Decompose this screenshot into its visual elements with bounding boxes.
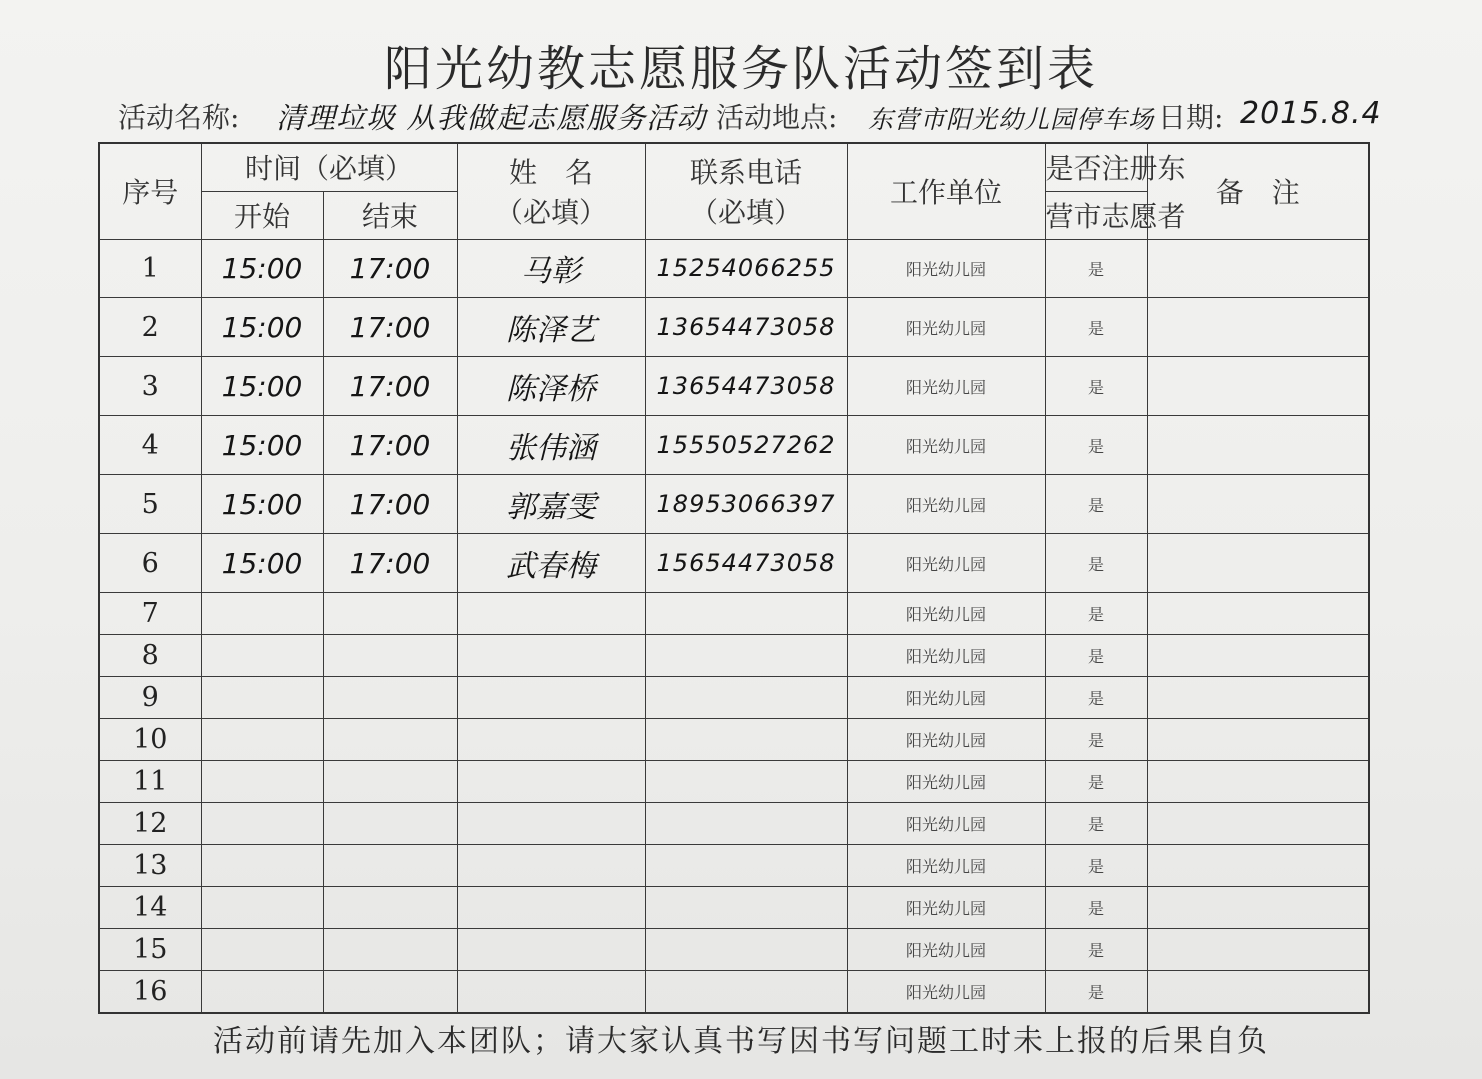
row-name: 马彰: [457, 239, 645, 298]
row-remarks: [1147, 928, 1369, 970]
row-end-time: [323, 635, 457, 677]
row-registered: 是: [1045, 719, 1147, 761]
row-remarks: [1147, 416, 1369, 475]
row-start-time: 15:00: [201, 298, 323, 357]
row-unit: 阳光幼儿园: [847, 357, 1045, 416]
row-end-time: [323, 803, 457, 845]
row-name: 张伟涵: [457, 416, 645, 475]
activity-name-value: 清理垃圾 从我做起志愿服务活动: [276, 101, 707, 135]
row-name: 郭嘉雯: [457, 475, 645, 534]
row-name: [457, 844, 645, 886]
row-remarks: [1147, 970, 1369, 1013]
row-name: [457, 677, 645, 719]
row-registered: 是: [1045, 298, 1147, 357]
date-value: 2015.8.4: [1240, 96, 1382, 131]
table-row: [99, 803, 1369, 845]
row-unit: 阳光幼儿园: [847, 719, 1045, 761]
row-name: [457, 886, 645, 928]
table-row: [99, 298, 1369, 357]
row-index: 13: [99, 844, 201, 886]
row-index: 15: [99, 928, 201, 970]
row-start-time: 15:00: [201, 534, 323, 593]
row-start-time: [201, 803, 323, 845]
row-index: 12: [99, 803, 201, 845]
sign-in-table: [98, 142, 1370, 1014]
header-time: 时间（必填）: [201, 143, 457, 191]
row-end-time: [323, 970, 457, 1013]
row-phone: [645, 928, 847, 970]
header-end: 结束: [323, 191, 457, 239]
row-name: [457, 761, 645, 803]
row-end-time: 17:00: [323, 298, 457, 357]
table-row: [99, 593, 1369, 635]
row-index: 6: [99, 534, 201, 593]
row-registered: 是: [1045, 593, 1147, 635]
row-start-time: [201, 928, 323, 970]
row-remarks: [1147, 677, 1369, 719]
header-start: 开始: [201, 191, 323, 239]
table-row: [99, 844, 1369, 886]
table-row: [99, 761, 1369, 803]
row-remarks: [1147, 635, 1369, 677]
row-phone: 13654473058: [645, 357, 847, 416]
row-start-time: [201, 844, 323, 886]
table-row: [99, 534, 1369, 593]
row-phone: 18953066397: [645, 475, 847, 534]
row-index: 10: [99, 719, 201, 761]
table-row: [99, 928, 1369, 970]
row-registered: 是: [1045, 928, 1147, 970]
footer-note: 活动前请先加入本团队；请大家认真书写因书写问题工时未上报的后果自负: [213, 1024, 1269, 1059]
row-name: [457, 593, 645, 635]
row-name: 武春梅: [457, 534, 645, 593]
row-phone: [645, 593, 847, 635]
page-title: 阳光幼教志愿服务队活动签到表: [383, 41, 1098, 97]
row-start-time: 15:00: [201, 239, 323, 298]
header-index: 序号: [99, 143, 201, 239]
row-unit: 阳光幼儿园: [847, 844, 1045, 886]
table-row: [99, 886, 1369, 928]
row-name: [457, 635, 645, 677]
header-name: [457, 143, 645, 239]
row-name: [457, 803, 645, 845]
row-registered: 是: [1045, 239, 1147, 298]
row-remarks: [1147, 803, 1369, 845]
row-end-time: [323, 719, 457, 761]
header-registered-line1: 是否注册东: [1045, 143, 1147, 191]
header-phone-line2: （必填）: [690, 196, 803, 230]
row-unit: 阳光幼儿园: [847, 298, 1045, 357]
row-unit: 阳光幼儿园: [847, 761, 1045, 803]
row-phone: 15254066255: [645, 239, 847, 298]
row-phone: 13654473058: [645, 298, 847, 357]
row-start-time: [201, 677, 323, 719]
row-unit: 阳光幼儿园: [847, 803, 1045, 845]
row-registered: 是: [1045, 886, 1147, 928]
row-phone: 15654473058: [645, 534, 847, 593]
header-name-line1: 姓 名: [509, 156, 594, 190]
row-name: 陈泽桥: [457, 357, 645, 416]
row-phone: [645, 970, 847, 1013]
row-start-time: 15:00: [201, 357, 323, 416]
row-remarks: [1147, 719, 1369, 761]
row-registered: 是: [1045, 803, 1147, 845]
row-registered: 是: [1045, 475, 1147, 534]
row-end-time: [323, 844, 457, 886]
row-remarks: [1147, 593, 1369, 635]
row-index: 11: [99, 761, 201, 803]
row-unit: 阳光幼儿园: [847, 677, 1045, 719]
row-unit: 阳光幼儿园: [847, 475, 1045, 534]
row-phone: [645, 719, 847, 761]
row-index: 5: [99, 475, 201, 534]
row-end-time: 17:00: [323, 357, 457, 416]
row-name: [457, 970, 645, 1013]
table-row: [99, 357, 1369, 416]
row-remarks: [1147, 298, 1369, 357]
row-remarks: [1147, 239, 1369, 298]
row-start-time: [201, 761, 323, 803]
row-unit: 阳光幼儿园: [847, 886, 1045, 928]
row-index: 1: [99, 239, 201, 298]
row-start-time: [201, 886, 323, 928]
row-unit: 阳光幼儿园: [847, 534, 1045, 593]
row-unit: 阳光幼儿园: [847, 970, 1045, 1013]
row-name: [457, 719, 645, 761]
table-row: [99, 416, 1369, 475]
row-name: [457, 928, 645, 970]
table-row: [99, 475, 1369, 534]
header-remarks: 备 注: [1147, 143, 1369, 239]
row-registered: 是: [1045, 677, 1147, 719]
row-index: 4: [99, 416, 201, 475]
row-unit: 阳光幼儿园: [847, 928, 1045, 970]
row-start-time: [201, 719, 323, 761]
row-index: 9: [99, 677, 201, 719]
row-start-time: [201, 593, 323, 635]
table-row: [99, 677, 1369, 719]
row-phone: [645, 761, 847, 803]
row-phone: [645, 677, 847, 719]
row-remarks: [1147, 761, 1369, 803]
row-end-time: [323, 593, 457, 635]
header-phone: [645, 143, 847, 239]
row-remarks: [1147, 844, 1369, 886]
row-unit: 阳光幼儿园: [847, 239, 1045, 298]
header-registered-line2: 营市志愿者: [1045, 191, 1147, 239]
header-phone-line1: 联系电话: [690, 156, 803, 190]
row-name: 陈泽艺: [457, 298, 645, 357]
row-index: 16: [99, 970, 201, 1013]
activity-place-label: 活动地点:: [716, 101, 838, 134]
row-phone: 15550527262: [645, 416, 847, 475]
row-start-time: [201, 635, 323, 677]
row-index: 2: [99, 298, 201, 357]
row-remarks: [1147, 534, 1369, 593]
row-registered: 是: [1045, 970, 1147, 1013]
table-row: [99, 970, 1369, 1013]
row-registered: 是: [1045, 761, 1147, 803]
activity-name-label: 活动名称:: [118, 101, 240, 134]
row-remarks: [1147, 475, 1369, 534]
row-end-time: [323, 761, 457, 803]
row-end-time: 17:00: [323, 534, 457, 593]
row-registered: 是: [1045, 416, 1147, 475]
row-phone: [645, 844, 847, 886]
header-unit: 工作单位: [847, 143, 1045, 239]
row-remarks: [1147, 357, 1369, 416]
row-unit: 阳光幼儿园: [847, 593, 1045, 635]
row-unit: 阳光幼儿园: [847, 416, 1045, 475]
row-end-time: 17:00: [323, 475, 457, 534]
row-start-time: 15:00: [201, 416, 323, 475]
row-index: 3: [99, 357, 201, 416]
row-phone: [645, 803, 847, 845]
row-end-time: [323, 677, 457, 719]
row-end-time: [323, 928, 457, 970]
activity-place-value: 东营市阳光幼儿园停车场: [868, 105, 1155, 134]
row-index: 7: [99, 593, 201, 635]
row-end-time: [323, 886, 457, 928]
date-label: 日期:: [1158, 101, 1224, 134]
table-row: [99, 635, 1369, 677]
table-row: [99, 239, 1369, 298]
header-name-line2: （必填）: [495, 196, 608, 230]
row-unit: 阳光幼儿园: [847, 635, 1045, 677]
row-start-time: [201, 970, 323, 1013]
table-row: [99, 719, 1369, 761]
row-registered: 是: [1045, 844, 1147, 886]
row-registered: 是: [1045, 635, 1147, 677]
row-index: 14: [99, 886, 201, 928]
row-registered: 是: [1045, 534, 1147, 593]
row-phone: [645, 886, 847, 928]
row-phone: [645, 635, 847, 677]
row-index: 8: [99, 635, 201, 677]
row-start-time: 15:00: [201, 475, 323, 534]
row-remarks: [1147, 886, 1369, 928]
row-end-time: 17:00: [323, 416, 457, 475]
row-registered: 是: [1045, 357, 1147, 416]
row-end-time: 17:00: [323, 239, 457, 298]
